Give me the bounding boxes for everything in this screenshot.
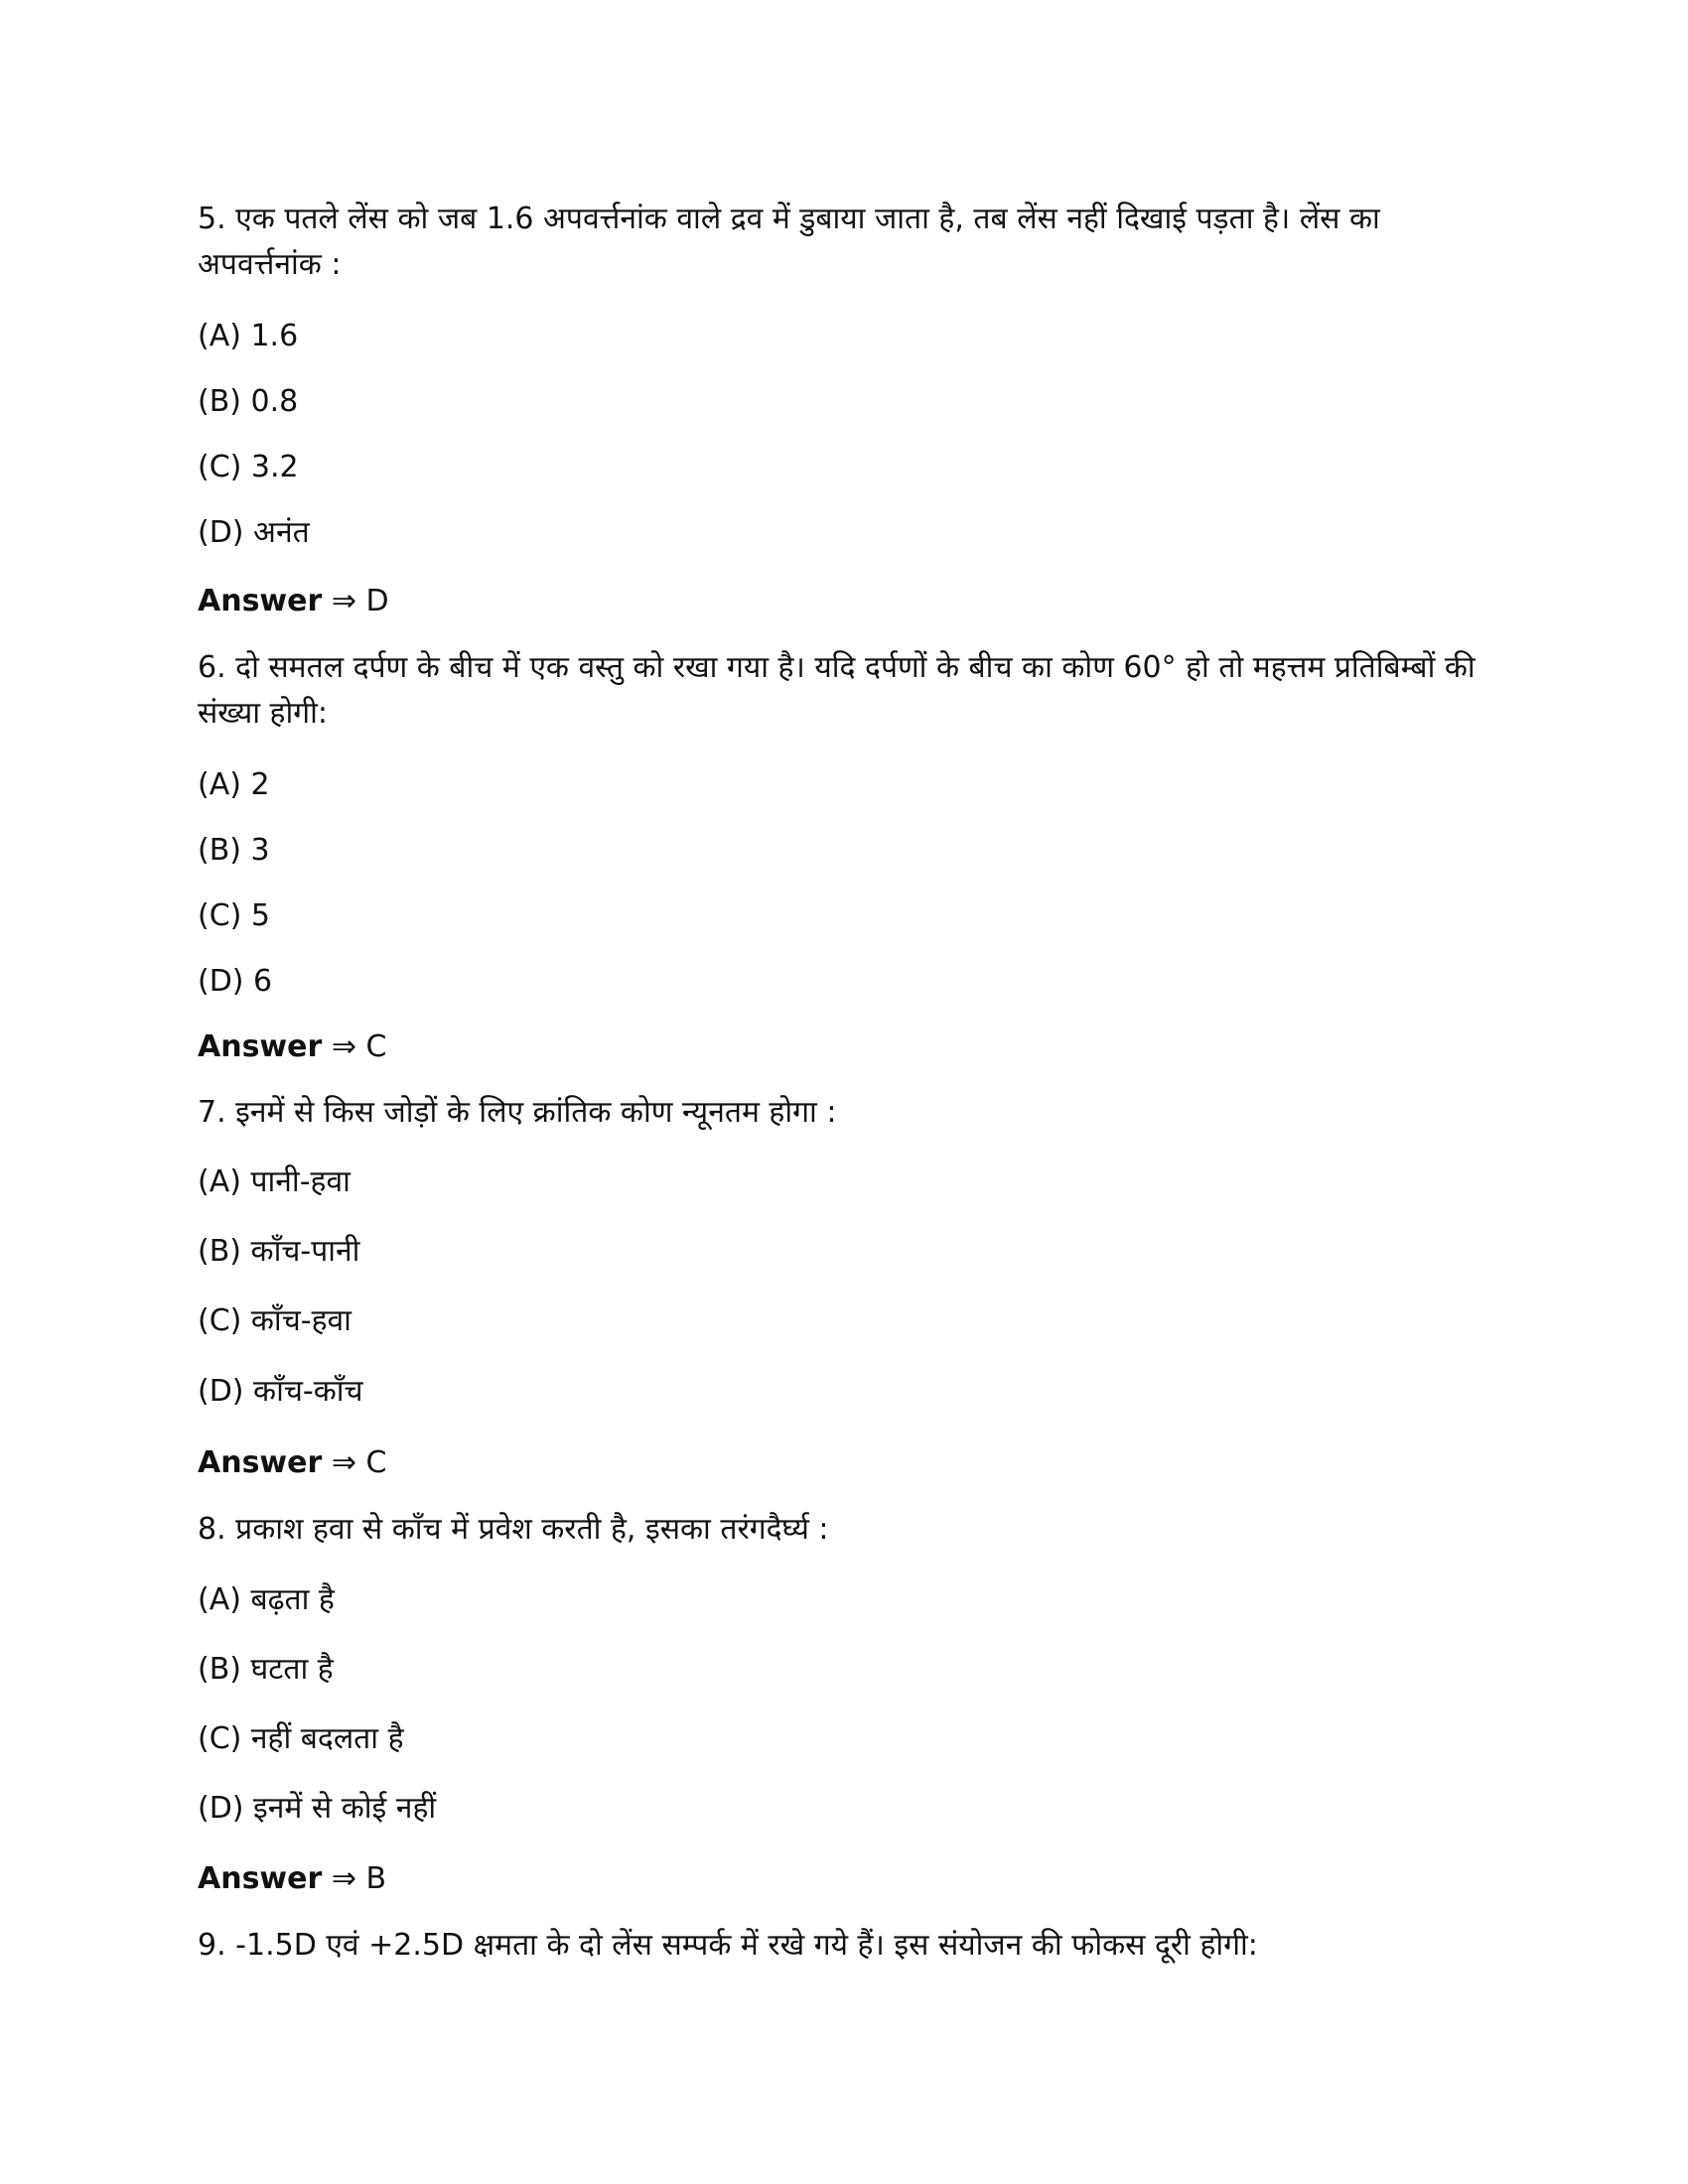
question-8-text: 8. प्रकाश हवा से काँच में प्रवेश करती है, इसका तरंगदैर्घ्य : xyxy=(198,1512,829,1547)
answer-label: Answer xyxy=(198,584,323,618)
question-7-answer xyxy=(198,1440,1488,1486)
question-6-option-a: (A) 2 xyxy=(198,767,270,802)
question-5-option-d: (D) अनंत xyxy=(198,515,310,550)
question-5-option-a: (A) 1.6 xyxy=(198,319,299,353)
question-6-option-c: (C) 5 xyxy=(198,898,270,933)
answer-label: Answer xyxy=(198,1445,323,1480)
question-5-answer xyxy=(198,579,1488,624)
question-6-option-b: (B) 3 xyxy=(198,833,270,868)
question-8-option-b: (B) घटता है xyxy=(198,1652,334,1687)
question-6-text: 6. दो समतल दर्पण के बीच में एक वस्तु को रखा गया है। यदि दर्पणों के बीच का कोण 60° हो तो महत्तम प्रतिबिम्बों की संख्या होगी: xyxy=(198,650,1476,731)
question-7-text: 7. इनमें से किस जोड़ों के लिए क्रांतिक कोण न्यूनतम होगा : xyxy=(198,1095,837,1130)
question-8-option-c: (C) नहीं बदलता है xyxy=(198,1721,404,1756)
question-8-option-a: (A) बढ़ता है xyxy=(198,1582,335,1617)
question-7-option-d: (D) काँच-काँच xyxy=(198,1374,363,1409)
answer-value: ⇒ B xyxy=(331,1861,387,1896)
answer-value: ⇒ C xyxy=(331,1445,387,1480)
question-5-text: 5. एक पतले लेंस को जब 1.6 अपवर्त्तनांक वाले द्रव में डुबाया जाता है, तब लेंस नहीं दिखाई पड़ता है। लेंस का अपवर्त्तनांक : xyxy=(198,202,1380,282)
question-5-option-c: (C) 3.2 xyxy=(198,450,299,484)
question-6-answer xyxy=(198,1024,1488,1070)
answer-label: Answer xyxy=(198,1029,323,1064)
question-5-option-b: (B) 0.8 xyxy=(198,384,299,419)
question-9-text: 9. -1.5D एवं +2.5D क्षमता के दो लेंस सम्पर्क में रखे गये हैं। इस संयोजन की फोकस दूरी होगी: xyxy=(198,1928,1258,1963)
answer-label: Answer xyxy=(198,1861,323,1896)
question-8-option-d: (D) इनमें से कोई नहीं xyxy=(198,1791,437,1826)
question-7-option-a: (A) पानी-हवा xyxy=(198,1164,351,1199)
question-6-option-d: (D) 6 xyxy=(198,964,273,999)
question-8-answer xyxy=(198,1856,1488,1902)
answer-value: ⇒ D xyxy=(331,584,389,618)
answer-value: ⇒ C xyxy=(331,1029,387,1064)
question-7-option-c: (C) काँच-हवा xyxy=(198,1303,352,1338)
question-7-option-b: (B) काँच-पानी xyxy=(198,1234,360,1269)
